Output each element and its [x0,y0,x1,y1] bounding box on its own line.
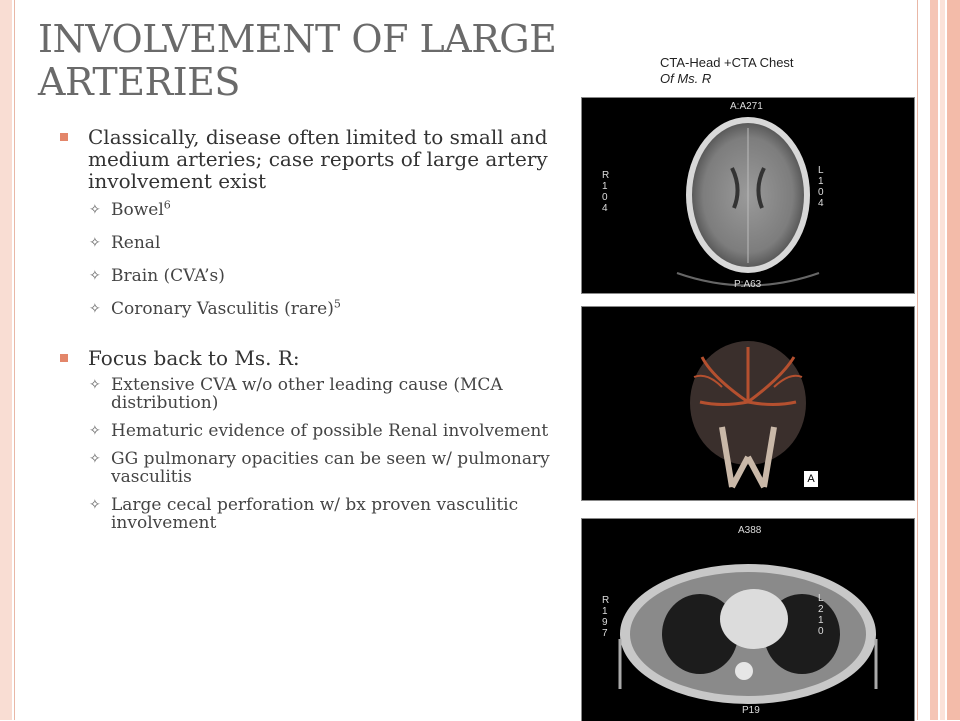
image-caption [660,55,794,87]
left-stripe [0,0,12,720]
sub-bullet [88,198,560,220]
right-stripe-1 [930,0,938,720]
orientation-bottom: P19 [742,705,760,716]
sub-bullet-text: Renal [111,233,161,253]
sub-bullet-text: Brain (CVA’s) [111,266,225,286]
bullet-1-sublist [88,198,560,319]
cta-angiogram-image [581,306,915,501]
side-label-left: R 1 0 4 [602,170,610,214]
ct-head-scan [582,98,914,293]
star-bullet-icon: ✧ [89,451,101,467]
orientation-bottom: P:A63 [734,279,762,290]
side-label-right: L 1 0 4 [818,165,824,209]
orientation-top: A:A271 [730,101,763,112]
caption-line-2: Of Ms. R [660,71,712,86]
sub-bullet-text: GG pulmonary opacities can be seen w/ pulmonary vasculitis [111,449,550,487]
bullet-2-text: Focus back to Ms. R: [88,346,300,370]
caption-line-1: CTA-Head +CTA Chest [660,55,794,70]
title-line-1: INVOLVEMENT OF LARGE [38,17,557,61]
angiogram-render [582,307,914,500]
right-stripe-2 [940,0,945,720]
right-frame-line [917,0,918,720]
citation: 5 [333,297,341,311]
right-stripe-3 [947,0,960,720]
sub-bullet [88,267,560,285]
bullet-2-sublist [88,376,560,532]
sub-bullet [88,422,560,440]
square-bullet-icon [60,354,68,362]
ct-chest-image [581,518,915,721]
title-line-2: ARTERIES [38,60,240,104]
sub-bullet [88,496,560,532]
star-bullet-icon: ✧ [89,268,101,284]
sub-bullet-text: Bowel [111,200,164,220]
bullet-1-text: Classically, disease often limited to small and medium arteries; case reports of large artery involvement exist [88,125,548,193]
sub-bullet [88,297,560,319]
star-bullet-icon: ✧ [89,497,101,513]
sub-bullet-text: Large cecal perforation w/ bx proven vasculitic involvement [111,495,519,533]
slide-title [38,18,598,104]
side-label-left: R 1 9 7 [602,595,610,639]
sub-bullet [88,450,560,486]
citation: 6 [163,198,171,212]
sub-bullet-text: Extensive CVA w/o other leading cause (MCA distribution) [111,375,503,413]
ct-head-image [581,97,915,294]
side-label-right: L 2 1 0 [818,593,824,637]
star-bullet-icon: ✧ [89,377,101,393]
bullet-2 [60,347,560,532]
view-marker: A [804,471,818,487]
orientation-top: A388 [738,525,762,536]
star-bullet-icon: ✧ [89,423,101,439]
star-bullet-icon: ✧ [89,235,101,251]
sub-bullet-text: Coronary Vasculitis (rare) [111,299,334,319]
sub-bullet-text: Hematuric evidence of possible Renal involvement [111,421,549,441]
sub-bullet [88,234,560,252]
star-bullet-icon: ✧ [89,301,101,317]
left-frame-line [14,0,15,720]
sub-bullet [88,376,560,412]
bullet-list [60,126,560,532]
bullet-1 [60,126,560,318]
ct-chest-scan [582,519,914,721]
star-bullet-icon: ✧ [89,202,101,218]
square-bullet-icon [60,133,68,141]
